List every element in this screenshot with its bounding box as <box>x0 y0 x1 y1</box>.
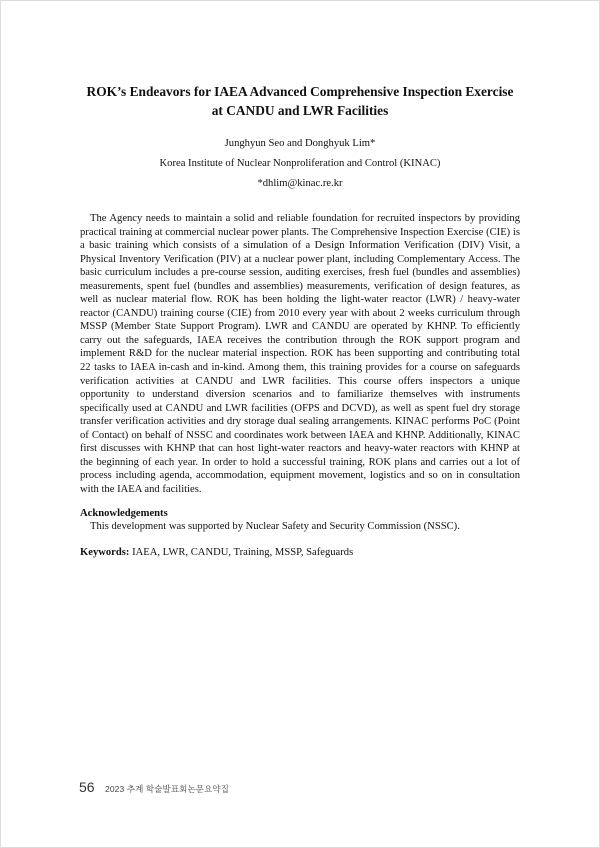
keywords-list: IAEA, LWR, CANDU, Training, MSSP, Safeguards <box>129 547 354 558</box>
abstract-body: The Agency needs to maintain a solid and reliable foundation for recruited inspectors by providing practical training at commercial nuclear power plants. The Comprehensive Inspection Exercise (CIE) is a basic training which consists of a simulation of a Design Information Verification (DIV) Visit, a Physical Inventory Verification (PIV) at a nuclear power plant, including Complementary Access. The basic curriculum includes a pre-course session, auditing exercises, fresh fuel (bundles and assemblies) measurements, spent fuel (bundles and assemblies) measurements, verification of design features, as well as nuclear material flow. ROK has been holding the light-water reactor (LWR) / heavy-water reactor (CANDU) training course (CIE) from 2010 every year with about 2 weeks curriculum through MSSP (Member State Support Program). LWR and CANDU are operated by KHNP. To efficiently carry out the safeguards, IAEA receives the contribution through the ROK support program and implement R&D for the nuclear material inspection. ROK has been supporting and contributing total 22 tasks to IAEA in-cash and in-kind. Among them, this training provides for a course on safeguards verification activities at CANDU and LWR facilities. This course offers inspectors a unique opportunity to understand diversion scenarios and to familiarize themselves with instruments specifically used at CANDU and LWR facilities (OFPS and DCVD), as well as spent fuel dry storage transfer verification activities and dry storage dual sealing arrangements. KINAC performs PoC (Point of Contact) on behalf of NSSC and coordinates work between IAEA and KHNP. Additionally, KINAC first discusses with KHNP that can host light-water reactors and heavy-water reactors with KHNP at the beginning of each year. In order to hold a successful training, ROK plans and carries out a lot of process including agenda, accommodation, equipment movement, logistics and so on in consultation with the IAEA and facilities. <box>80 213 520 495</box>
corresponding-email: *dhlim@kinac.re.kr <box>257 178 343 189</box>
page-number: 56 <box>79 779 95 795</box>
page-footer <box>79 779 229 797</box>
keywords <box>80 546 353 559</box>
authors: Junghyun Seo and Donghyuk Lim* <box>224 138 376 149</box>
acknowledgements-heading: Acknowledgements <box>80 508 168 519</box>
paper-title <box>70 82 530 120</box>
affiliation: Korea Institute of Nuclear Nonproliferation and Control (KINAC) <box>159 158 441 169</box>
title-line-2: at CANDU and LWR Facilities <box>211 103 389 118</box>
proceedings-title: 2023 추계 학술발표회논문요약집 <box>105 784 229 794</box>
title-line-1: ROK’s Endeavors for IAEA Advanced Comprehensive Inspection Exercise <box>86 84 514 99</box>
keywords-label: Keywords: <box>80 547 130 558</box>
acknowledgements-text: This development was supported by Nuclear Safety and Security Commission (NSSC). <box>90 521 460 532</box>
